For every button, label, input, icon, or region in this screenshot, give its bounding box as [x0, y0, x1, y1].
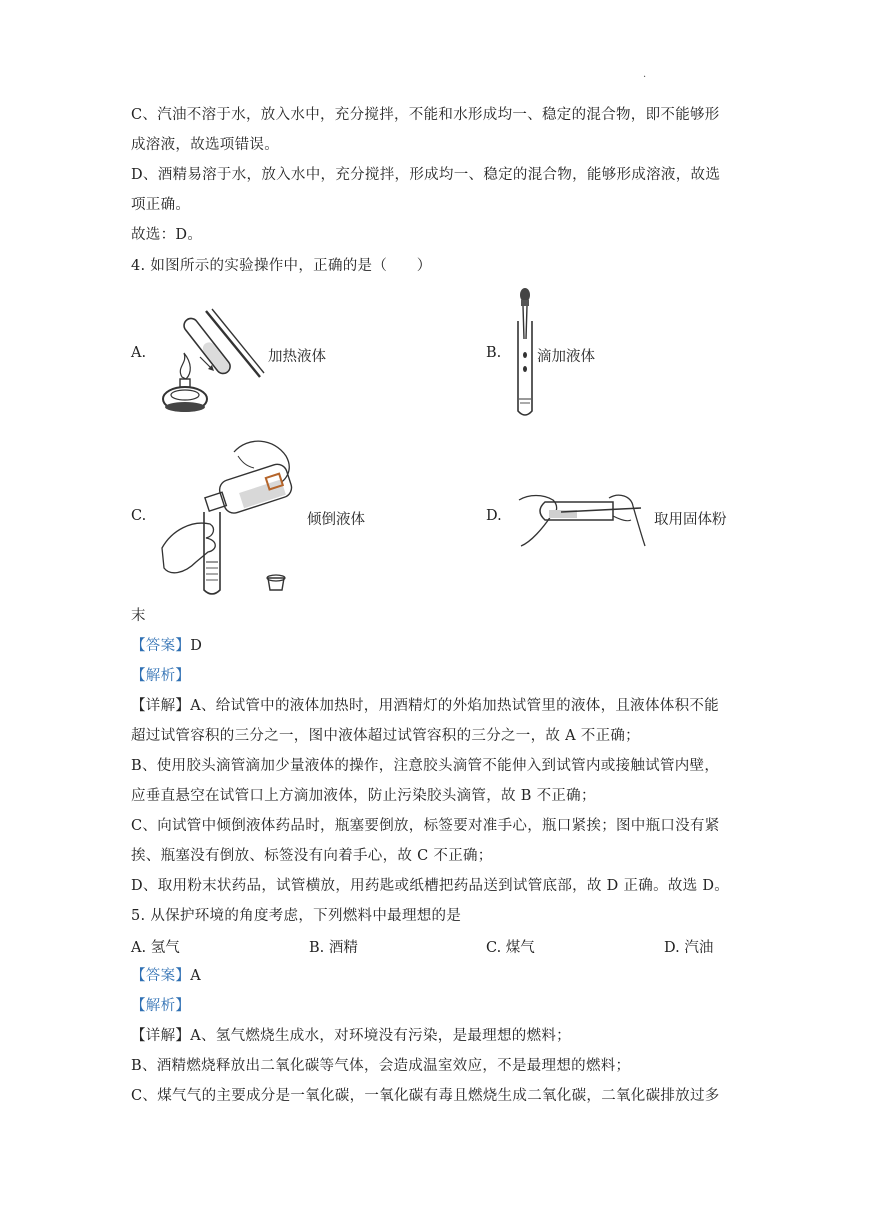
question-5-stem: 5. 从保护环境的角度考虑，下列燃料中最理想的是 — [131, 908, 462, 924]
dropping-liquid-figure — [510, 285, 540, 421]
question-4-stem: 4. 如图所示的实验操作中，正确的是（ ） — [131, 258, 432, 274]
pouring-liquid-figure — [158, 432, 300, 598]
text-line: C、煤气气的主要成分是一氧化碳，一氧化碳有毒且燃烧生成二氧化碳，二氧化碳排放过多 — [131, 1088, 720, 1104]
text-line: B、酒精燃烧释放出二氧化碳等气体，会造成温室效应，不是最理想的燃料； — [131, 1058, 631, 1074]
top-mark: · — [643, 72, 647, 83]
caption-overflow-text: 末 — [131, 608, 146, 624]
detail-tag: 【详解】 — [131, 698, 191, 714]
question-5-choice-c: C. 煤气 — [486, 940, 535, 956]
detail-4-first — [131, 696, 719, 716]
answer-value: D — [190, 638, 203, 654]
text-line: D、酒精易溶于水，放入水中，充分搅拌，形成均一、稳定的混合物，能够形成溶液，故选 — [131, 167, 721, 183]
question-5-choice-b: B. 酒精 — [309, 940, 358, 956]
text-line: 挨、瓶塞没有倒放、标签没有向着手心，故 C 不正确； — [131, 848, 493, 864]
analysis-tag: 【解析】 — [131, 668, 191, 684]
option-b-caption: 滴加液体 — [537, 349, 595, 365]
text-line: 超过试管容积的三分之一，图中液体超过试管容积的三分之一，故 A 不正确； — [131, 728, 640, 744]
analysis-5 — [131, 996, 190, 1016]
detail-text: A、氢气燃烧生成水，对环境没有污染，是最理想的燃料； — [190, 1028, 571, 1044]
text-line: 成溶液，故选项错误。 — [131, 137, 279, 153]
analysis-tag: 【解析】 — [131, 998, 191, 1014]
option-d-caption: 取用固体粉 — [654, 512, 727, 528]
question-5-choice-a: A. 氢气 — [131, 940, 180, 956]
answer-tag: 【答案】 — [131, 638, 191, 654]
answer-4 — [131, 636, 202, 656]
answer-tag: 【答案】 — [131, 968, 191, 984]
heating-liquid-figure — [158, 303, 266, 415]
text-line: 项正确。 — [131, 197, 191, 213]
detail-5-first — [131, 1026, 571, 1046]
option-a-caption: 加热液体 — [268, 349, 326, 365]
taking-powder-figure — [513, 486, 649, 552]
text-line: D、取用粉末状药品，试管横放，用药匙或纸槽把药品送到试管底部，故 D 正确。故选 D。 — [131, 878, 730, 894]
answer-value: A — [190, 968, 201, 984]
option-b-letter: B. — [486, 345, 502, 361]
answer-5 — [131, 966, 201, 986]
analysis-4 — [131, 666, 190, 686]
option-a-letter: A. — [131, 345, 147, 361]
option-c-letter: C. — [131, 508, 147, 524]
question-5-choice-d: D. 汽油 — [664, 940, 714, 956]
detail-text: A、给试管中的液体加热时，用酒精灯的外焰加热试管里的液体，且液体体积不能 — [190, 698, 719, 714]
text-line: C、汽油不溶于水，放入水中，充分搅拌，不能和水形成均一、稳定的混合物，即不能够形 — [131, 107, 720, 123]
option-c-caption: 倾倒液体 — [307, 512, 365, 528]
detail-tag: 【详解】 — [131, 1028, 191, 1044]
text-line: B、使用胶头滴管滴加少量液体的操作，注意胶头滴管不能伸入到试管内或接触试管内壁， — [131, 758, 720, 774]
text-line: 应垂直悬空在试管口上方滴加液体，防止污染胶头滴管，故 B 不正确； — [131, 788, 596, 804]
text-line: 故选：D。 — [131, 227, 203, 243]
option-d-letter: D. — [486, 508, 502, 524]
text-line: C、向试管中倾倒液体药品时，瓶塞要倒放，标签要对准手心，瓶口紧挨；图中瓶口没有紧 — [131, 818, 720, 834]
